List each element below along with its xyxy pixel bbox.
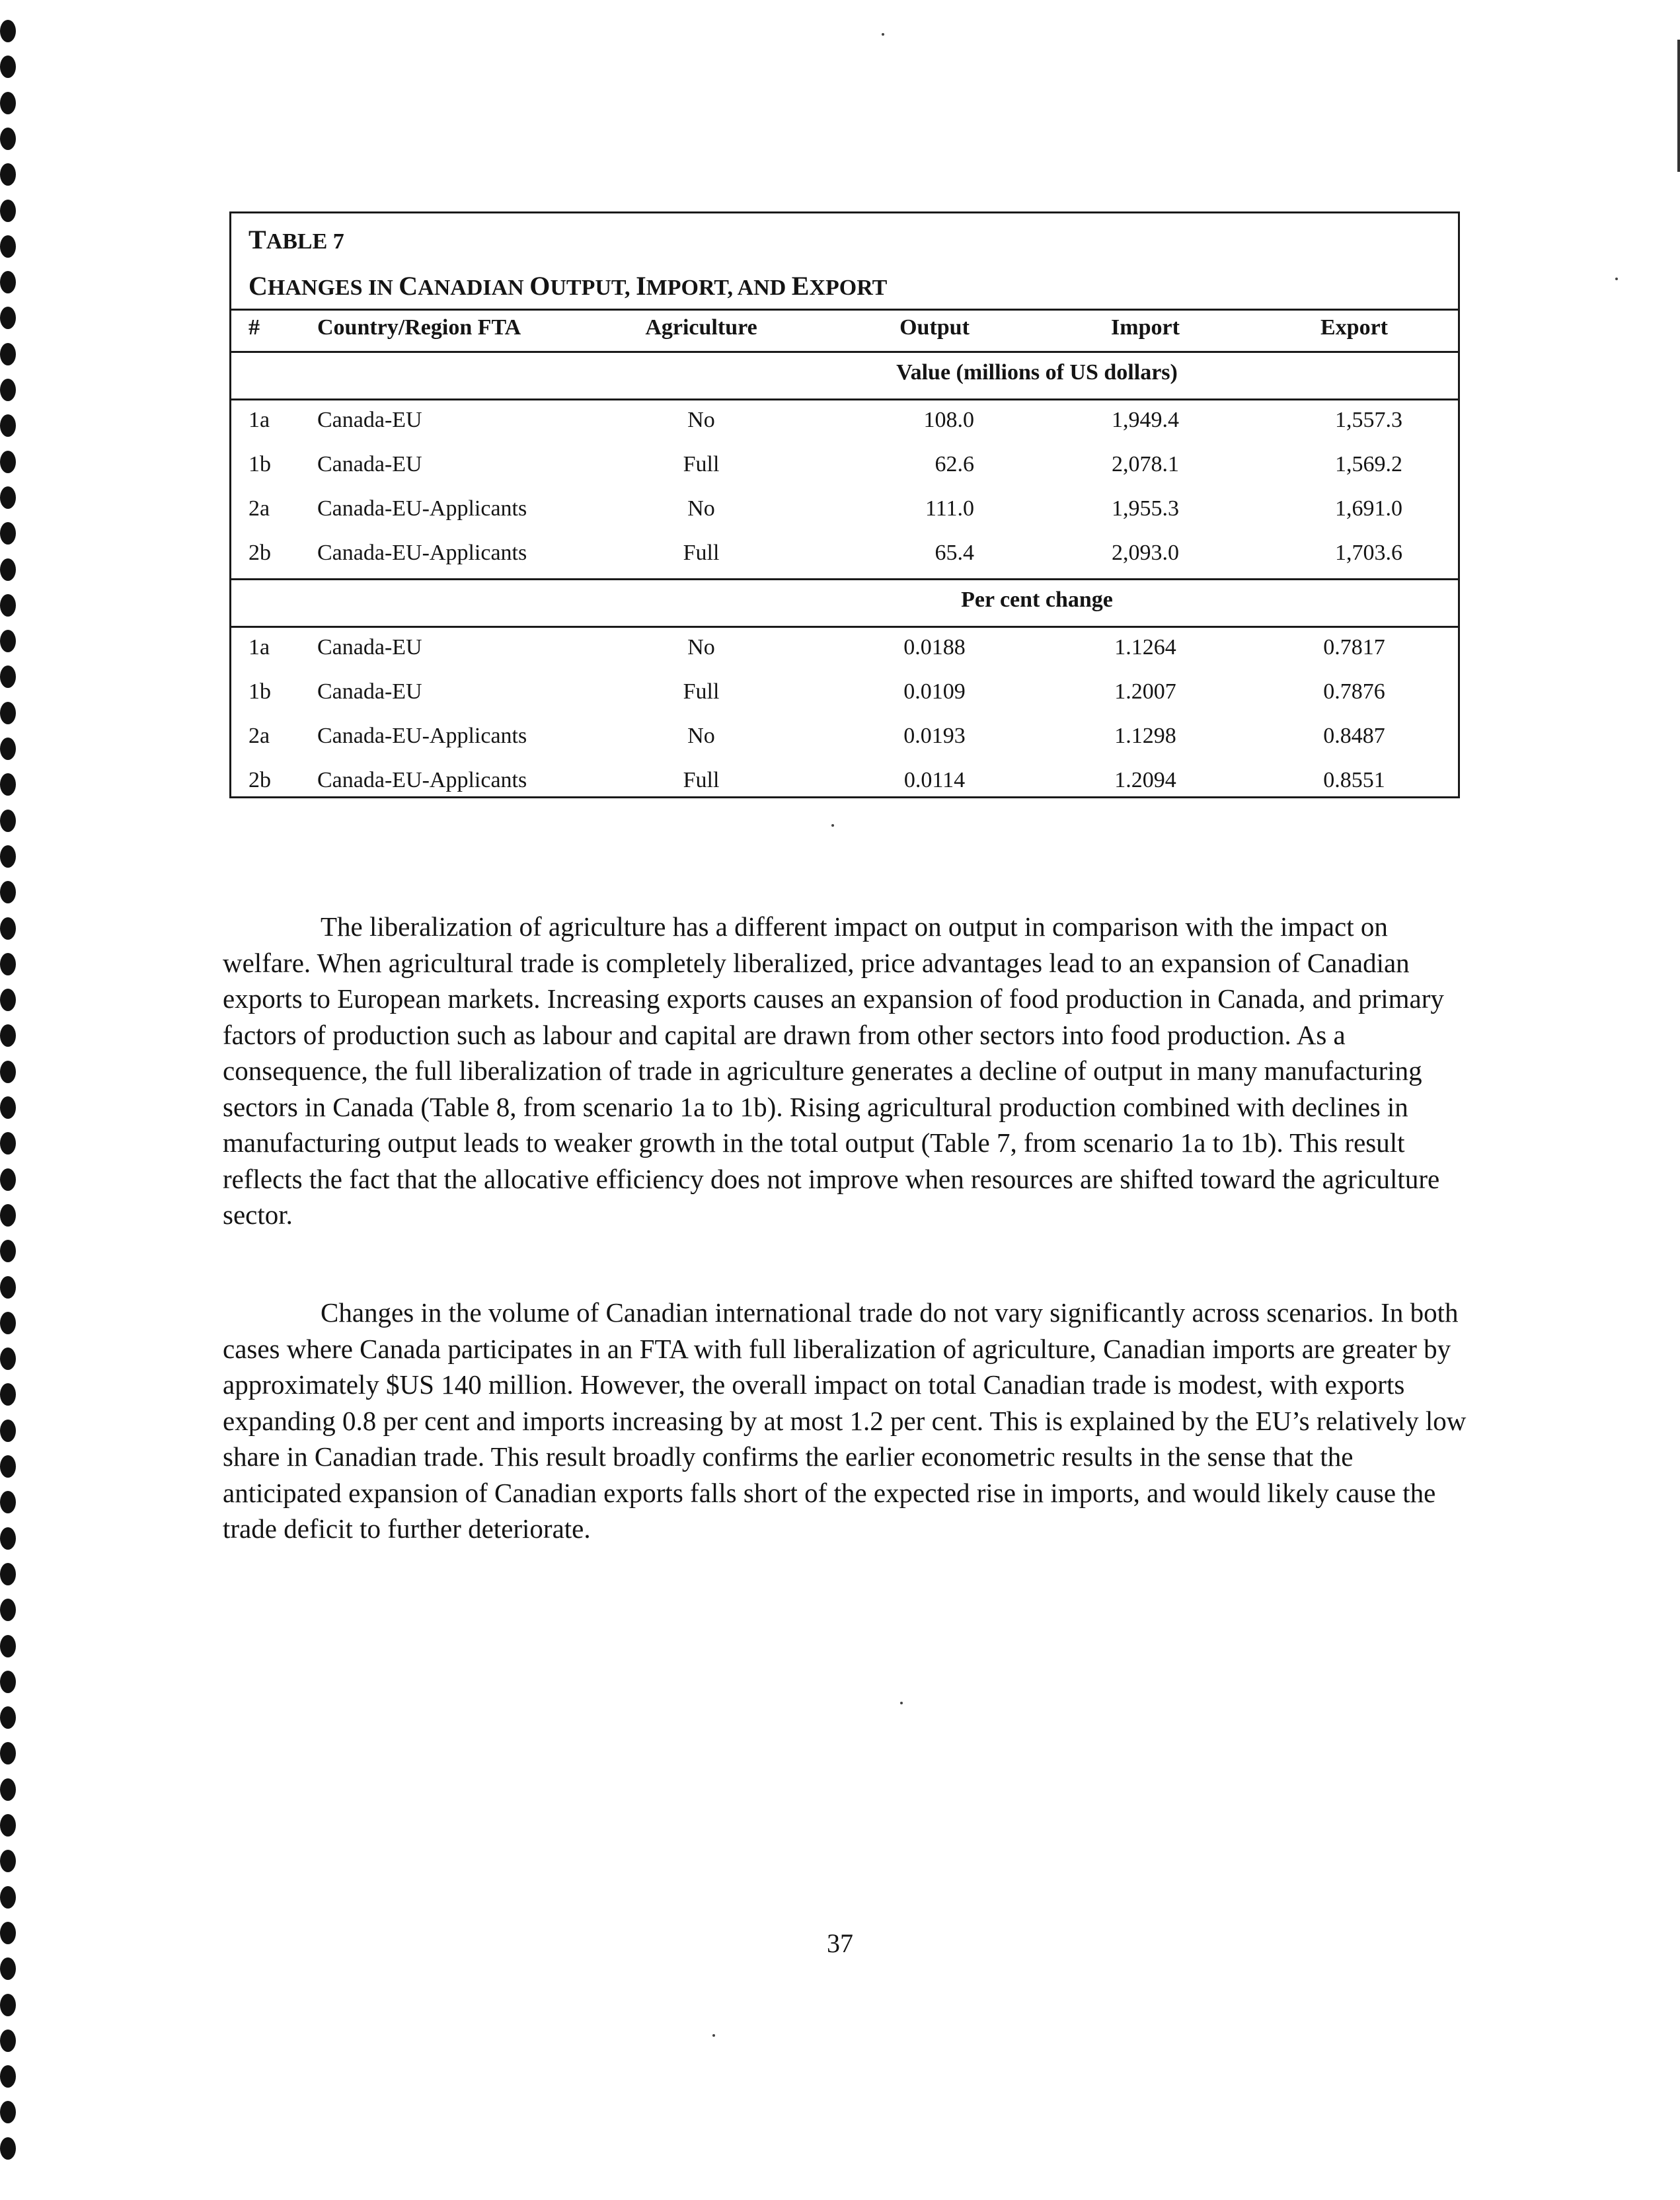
title-part: HANGES IN [267, 276, 399, 300]
binder-hole [0, 307, 16, 329]
binder-hole [0, 1778, 16, 1801]
title-part: XPORT [809, 276, 888, 300]
binder-hole [0, 1491, 16, 1513]
title-part: MPORT, AND [646, 276, 792, 300]
binder-hole [0, 1240, 16, 1262]
table-rule [231, 309, 1458, 311]
table-cell: 0.8551 [1323, 768, 1385, 792]
binder-hole [0, 738, 16, 760]
binder-hole [0, 773, 16, 796]
binder-hole [0, 1276, 16, 1299]
table-cell: 1a [248, 635, 270, 660]
binder-hole [0, 1168, 16, 1191]
binder-hole [0, 1850, 16, 1872]
binder-hole [0, 1420, 16, 1442]
binder-hole [0, 235, 16, 258]
binder-hole [0, 1922, 16, 1944]
table-cell: 65.4 [935, 541, 974, 565]
binder-hole [0, 1814, 16, 1837]
binder-hole [0, 1671, 16, 1693]
table-cell: Canada-EU-Applicants [317, 768, 527, 792]
table-rule [231, 626, 1458, 628]
table-cell: Canada-EU [317, 635, 422, 660]
binder-hole [0, 522, 16, 545]
binder-hole [0, 1347, 16, 1370]
binder-hole [0, 1957, 16, 1980]
table-cell: 0.0114 [903, 768, 966, 792]
scan-speck [831, 824, 834, 827]
table-cell: 1.1264 [1114, 635, 1176, 660]
table-cell: 111.0 [925, 496, 974, 521]
section-label: Per cent change [961, 588, 1113, 612]
column-header: Output [899, 315, 970, 340]
binder-hole [0, 2137, 16, 2160]
binder-hole [0, 989, 16, 1011]
paragraph: The liberalization of agriculture has a different impact on output in comparison with the impact on welfare. When agricultural trade is completely liberalized, price advantages lead to an expansion of Canadian exports to European markets. Increasing exports causes an expansion of food production in Canada, and primary factors of production such as labour and capital are drawn from other sectors into food production. As a consequence, the full liberalization of trade in agriculture generates a decline of output in many manufacturing sectors in Canada (Table 8, from scenario 1a to 1b). Rising agricultural production combined with declines in manufacturing output leads to weaker growth in the total output (Table 7, from scenario 1a to 1b). This result reflects the fact that the allocative efficiency does not improve when resources are shifted toward the agriculture sector. [223, 911, 1444, 1230]
table-rule [231, 578, 1458, 580]
table-cell: Canada-EU-Applicants [317, 496, 527, 521]
table-cell: No [687, 408, 715, 432]
binder-hole [0, 1383, 16, 1406]
binder-hole [0, 1742, 16, 1764]
title-initial: E [791, 271, 810, 301]
table-cell: 1.1298 [1114, 724, 1176, 748]
table-cell: 2,093.0 [1112, 541, 1179, 565]
binder-hole [0, 163, 16, 186]
table-cell: Canada-EU [317, 452, 422, 476]
binder-hole [0, 810, 16, 832]
scan-speck [882, 33, 884, 36]
binder-hole [0, 1024, 16, 1047]
table-cell: 2a [248, 724, 270, 748]
table-title [248, 270, 887, 301]
binder-hole [0, 953, 16, 975]
table-cell: No [687, 496, 715, 521]
scan-speck [1615, 278, 1618, 280]
binder-hole [0, 1635, 16, 1657]
binder-hole [0, 1886, 16, 1909]
column-header: Agriculture [645, 315, 757, 340]
binder-hole [0, 1563, 16, 1585]
table-cell: 1,703.6 [1335, 541, 1402, 565]
table-cell: 2a [248, 496, 270, 521]
table-cell: No [687, 724, 715, 748]
table-cell: Canada-EU [317, 408, 422, 432]
binder-hole [0, 1455, 16, 1478]
table-number: TABLE 7 [248, 225, 344, 254]
column-header: # [248, 315, 260, 340]
binder-hole [0, 1527, 16, 1550]
table-cell: 1.2094 [1114, 768, 1176, 792]
table-cell: 1,569.2 [1335, 452, 1402, 476]
title-part: ANADIAN [418, 276, 530, 300]
binder-hole [0, 881, 16, 903]
table-cell: 1a [248, 408, 270, 432]
table-cell: Canada-EU [317, 679, 422, 704]
binder-hole [0, 558, 16, 581]
binder-hole [0, 845, 16, 868]
binder-hole [0, 343, 16, 365]
table-cell: 0.7817 [1323, 635, 1385, 660]
table-cell: 1,557.3 [1335, 408, 1402, 432]
scan-speck [712, 2034, 715, 2037]
scan-edge-line [1677, 40, 1680, 172]
table-cell: 108.0 [923, 408, 974, 432]
table-7 [229, 211, 1460, 798]
title-initial: C [399, 271, 418, 301]
page-number: 37 [827, 1928, 853, 1958]
table-cell: Canada-EU-Applicants [317, 541, 527, 565]
binder-hole [0, 128, 16, 150]
binder-holes [0, 20, 26, 2200]
table-cell: 62.6 [935, 452, 974, 476]
paragraph: Changes in the volume of Canadian international trade do not vary significantly across scenarios. In both cases where Canada participates in an FTA with full liberalization of agriculture, Canadian imports are greater by approximately $US 140 million. However, the overall impact on total Canadian trade is modest, with exports expanding 0.8 per cent and imports increasing by at most 1.2 per cent. This is explained by the EU’s relatively low share in Canadian trade. This result broadly confirms the earlier econometric results in the sense that the anticipated expansion of Canadian exports falls short of the expected rise in imports, and would likely cause the trade deficit to further deteriorate. [223, 1297, 1467, 1544]
table-cell: Full [683, 768, 720, 792]
binder-hole [0, 1994, 16, 2016]
table-rule [231, 398, 1458, 400]
section-label: Value (millions of US dollars) [896, 360, 1178, 385]
table-cell: 2b [248, 541, 271, 565]
table-cell: 2b [248, 768, 271, 792]
binder-hole [0, 917, 16, 940]
table-cell: 0.0109 [903, 679, 966, 704]
column-header: Import [1111, 315, 1180, 340]
table-cell: 0.0193 [903, 724, 966, 748]
binder-hole [0, 1096, 16, 1119]
scan-speck [900, 1702, 903, 1704]
binder-hole [0, 20, 16, 42]
table-cell: 1b [248, 452, 271, 476]
table-cell: No [687, 635, 715, 660]
column-header: Export [1320, 315, 1388, 340]
binder-hole [0, 2101, 16, 2123]
binder-hole [0, 1132, 16, 1155]
table-cell: Canada-EU-Applicants [317, 724, 527, 748]
binder-hole [0, 1706, 16, 1729]
binder-hole [0, 56, 16, 78]
column-header: Country/Region FTA [317, 315, 521, 340]
title-initial: O [529, 271, 551, 301]
binder-hole [0, 379, 16, 401]
binder-hole [0, 486, 16, 509]
table-cell: Full [683, 452, 720, 476]
binder-hole [0, 451, 16, 473]
binder-hole [0, 200, 16, 222]
binder-hole [0, 630, 16, 652]
table-cell: 0.7876 [1323, 679, 1385, 704]
table-cell: 1,949.4 [1112, 408, 1179, 432]
binder-hole [0, 92, 16, 114]
binder-hole [0, 702, 16, 724]
binder-hole [0, 1061, 16, 1083]
table-cell: 1.2007 [1114, 679, 1176, 704]
binder-hole [0, 594, 16, 617]
binder-hole [0, 414, 16, 437]
table-cell: 0.8487 [1323, 724, 1385, 748]
table-cell: 0.0188 [903, 635, 966, 660]
binder-hole [0, 2029, 16, 2052]
binder-hole [0, 1599, 16, 1621]
binder-hole [0, 271, 16, 293]
binder-hole [0, 1204, 16, 1227]
table-cell: 1,691.0 [1335, 496, 1402, 521]
title-initial: C [248, 271, 268, 301]
table-cell: Full [683, 541, 720, 565]
table-cell: 2,078.1 [1112, 452, 1179, 476]
table-cell: 1,955.3 [1112, 496, 1179, 521]
binder-hole [0, 665, 16, 688]
binder-hole [0, 2065, 16, 2088]
table-cell: Full [683, 679, 720, 704]
binder-hole [0, 1312, 16, 1334]
table-cell: 1b [248, 679, 271, 704]
title-initial: I [636, 271, 646, 301]
table-rule [231, 351, 1458, 353]
title-part: UTPUT, [550, 276, 636, 300]
